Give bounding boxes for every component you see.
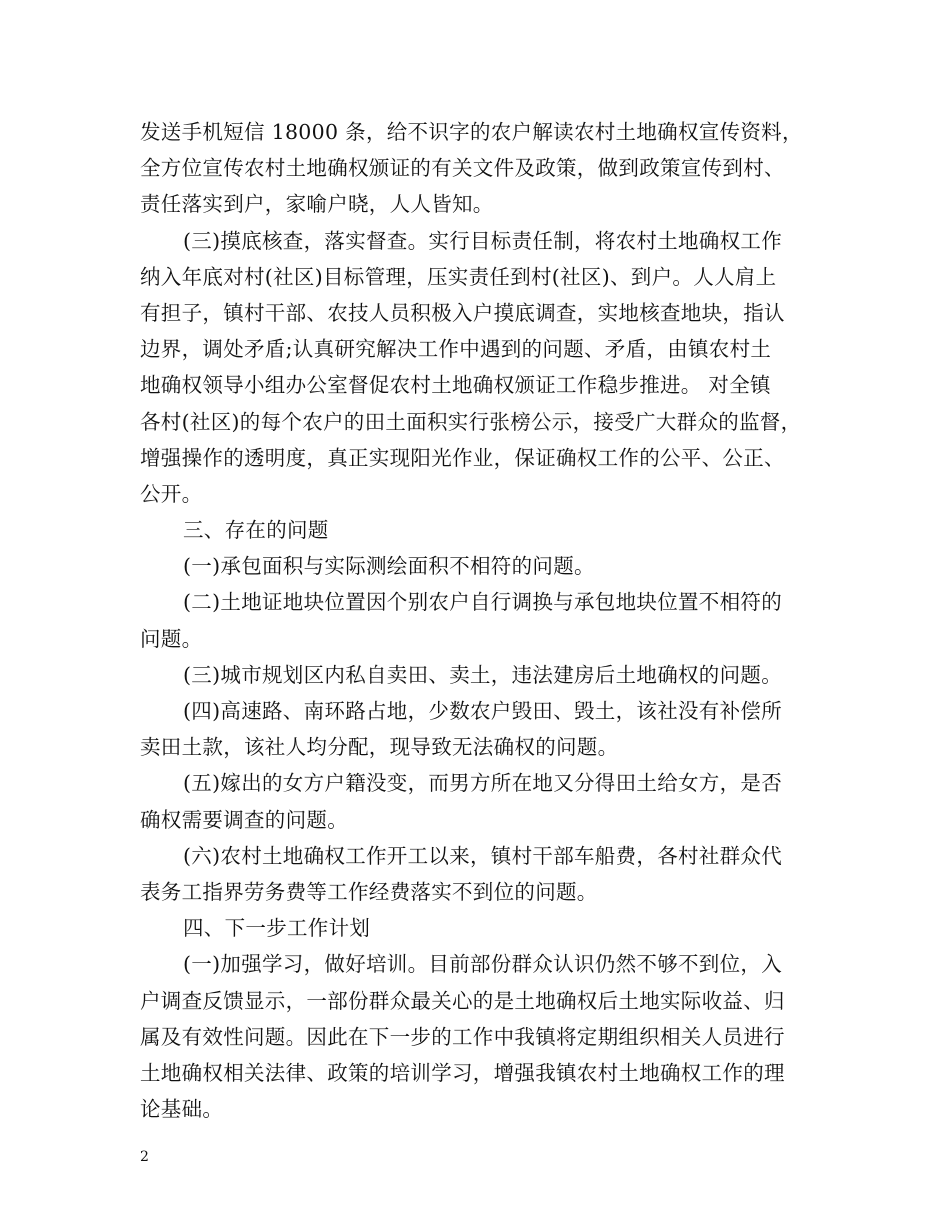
text-line: (六)农村土地确权工作开工以来，镇村干部车船费，各村社群众代 (183, 843, 782, 868)
text-line: (一)加强学习，做好培训。目前部份群众认识仍然不够不到位，入 (183, 952, 782, 977)
text-line: 边界，调处矛盾;认真研究解决工作中遇到的问题、矛盾，由镇农村土 (140, 337, 772, 362)
text-line: 公开。 (140, 481, 203, 506)
text-line: (三)摸底核查，落实督查。实行目标责任制，将农村土地确权工作 (183, 228, 782, 253)
text-line: (二)土地证地块位置因个别农户自行调换与承包地块位置不相符的 (183, 590, 782, 615)
text-line: 各村(社区)的每个农户的田土面积实行张榜公示，接受广大群众的监督， (140, 409, 802, 434)
text-line: 土地确权相关法律、政策的培训学习，增强我镇农村土地确权工作的理 (140, 1060, 785, 1085)
text-line: 责任落实到户，家喻户晓，人人皆知。 (140, 192, 494, 217)
text-line: (一)承包面积与实际测绘面积不相符的问题。 (183, 554, 595, 579)
text-line: 确权需要调查的问题。 (140, 807, 348, 832)
text-line: 发送手机短信 18000 条，给不识字的农户解读农村土地确权宣传资料， (140, 120, 803, 144)
text-line: 户调查反馈显示，一部份群众最关心的是土地确权后土地实际收益、归 (140, 988, 785, 1013)
text-line: 增强操作的透明度，真正实现阳光作业，保证确权工作的公平、公正、 (140, 445, 785, 470)
text-line: (四)高速路、南环路占地，少数农户毁田、毁土，该社没有补偿所 (183, 699, 782, 723)
text-line: 三、存在的问题 (183, 518, 329, 543)
document-body (140, 114, 820, 1127)
text-line: 属及有效性问题。因此在下一步的工作中我镇将定期组织相关人员进行 (140, 1024, 785, 1049)
text-line: 纳入年底对村(社区)目标管理，压实责任到村(社区)、到户。人人肩上 (140, 264, 777, 289)
text-line: 论基础。 (140, 1097, 224, 1122)
page-number: 2 (140, 1149, 149, 1165)
text-line: 全方位宣传农村土地确权颁证的有关文件及政策，做到政策宣传到村、 (140, 156, 785, 181)
text-line: (三)城市规划区内私自卖田、卖土，违法建房后土地确权的问题。 (183, 662, 782, 687)
text-line: 卖田土款，该社人均分配，现导致无法确权的问题。 (140, 735, 619, 760)
text-line: 四、下一步工作计划 (183, 916, 371, 941)
text-line: 有担子，镇村干部、农技人员积极入户摸底调查，实地核查地块，指认 (140, 300, 785, 325)
text-line: 表务工指界劳务费等工作经费落实不到位的问题。 (140, 879, 598, 904)
text-line: 问题。 (140, 626, 203, 651)
text-line: (五)嫁出的女方户籍没变，而男方所在地又分得田土给女方，是否 (183, 771, 782, 796)
text-line: 地确权领导小组办公室督促农村土地确权颁证工作稳步推进。 对全镇 (140, 373, 771, 398)
